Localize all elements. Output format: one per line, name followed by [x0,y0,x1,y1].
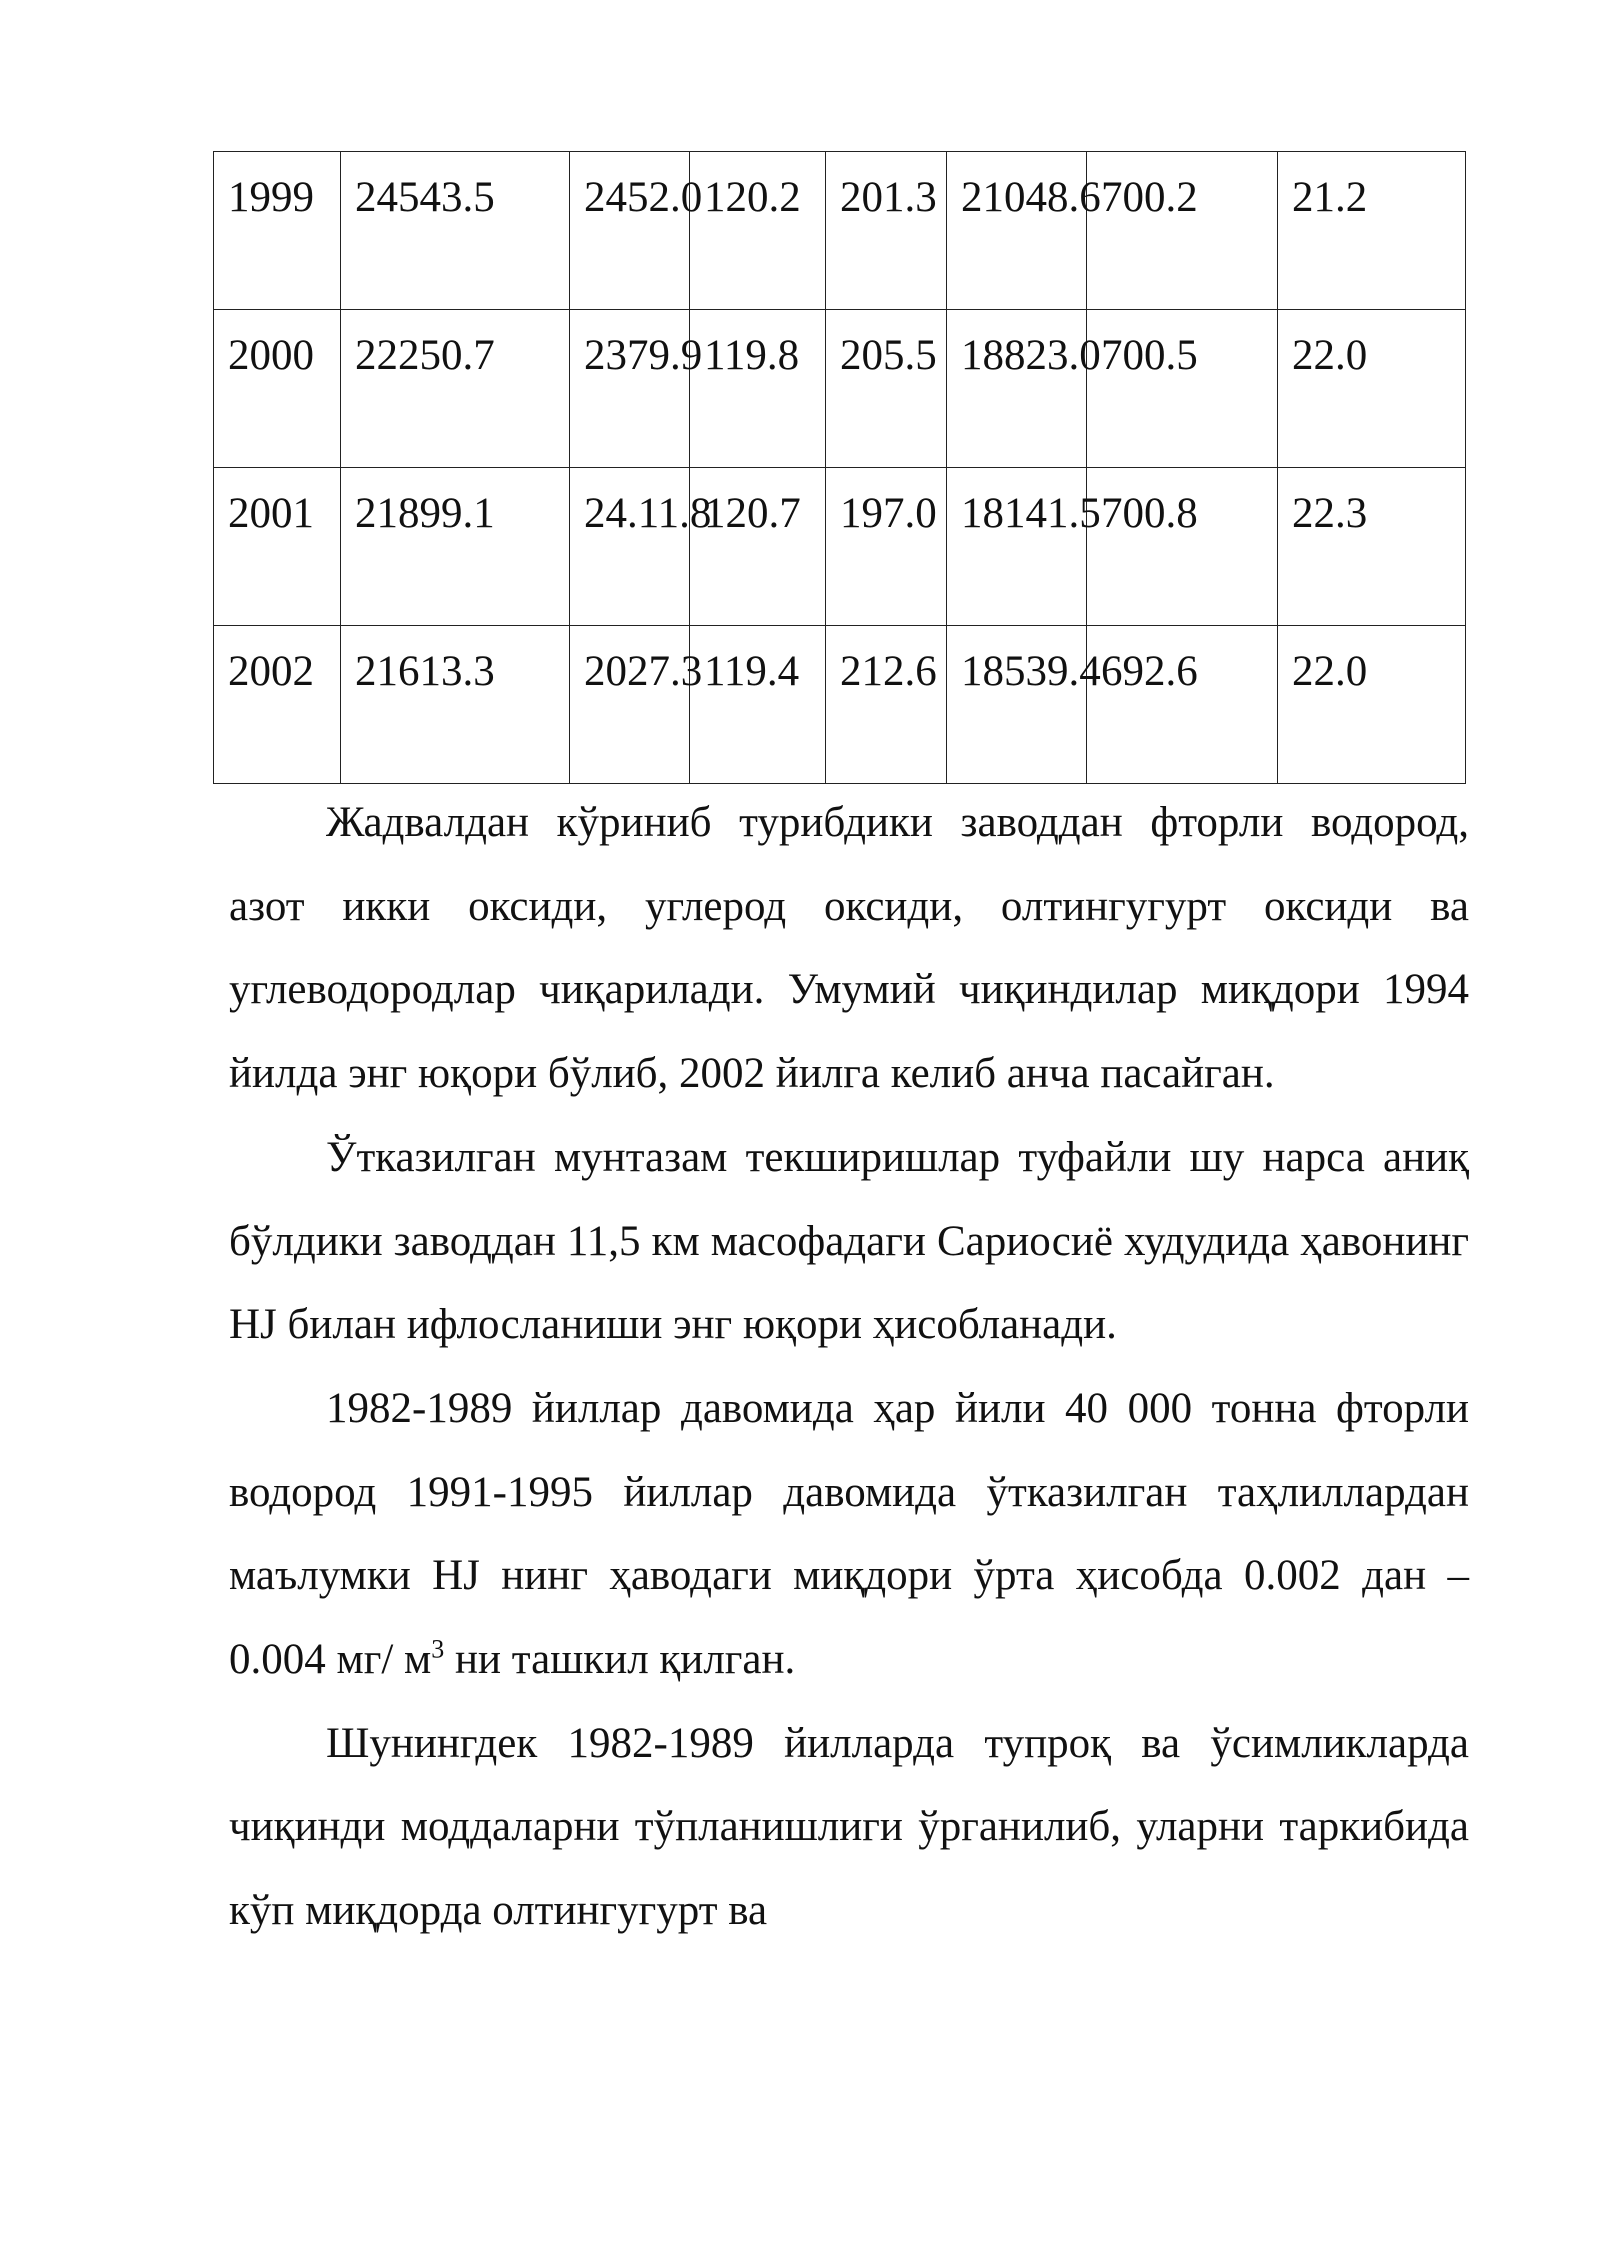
table-cell: 22250.7 [341,310,570,468]
table-row [214,468,1466,626]
table-cell: 2001 [214,468,341,626]
paragraph-monitoring: Ўтказилган мунтазам текширишлар туфайли шу нарса аниқ бўлдики заводдан 11,5 км масофадаги Сариосиё худудида ҳавонинг HJ билан ифлосланиши энг юқори ҳисобланади. [229,1133,1469,1349]
table-cell: 1999 [214,152,341,310]
table-row [214,152,1466,310]
table-cell: 2379.9 [570,310,690,468]
table-cell: 2002 [214,626,341,784]
table-cell: 22.0 [1278,626,1466,784]
table-cell: 18539.4 [947,626,1087,784]
table-cell: 205.5 [826,310,947,468]
table-cell: 700.2 [1087,152,1278,310]
table-cell: 120.2 [690,152,826,310]
table-cell: 22.3 [1278,468,1466,626]
table-cell: 119.4 [690,626,826,784]
paragraph-text-tail: ни ташкил қилган. [444,1636,796,1684]
table-cell: 2452.0 [570,152,690,310]
paragraph-summary: Жадвалдан кўриниб турибдики заводдан фторли водород, азот икки оксиди, углерод оксиди, олтингугурт оксиди ва углеводородлар чиқарилади. Умумий чиқиндилар миқдори 1994 йилда энг юқори бўлиб, 2002 йилга келиб анча пасайган. [229,799,1469,1098]
paragraph-hydrogen-fluoride [229,1367,1469,1702]
table-cell: 2027.3 [570,626,690,784]
table-cell: 119.8 [690,310,826,468]
table-cell: 21899.1 [341,468,570,626]
emissions-table [213,151,1466,784]
table-cell: 22.0 [1278,310,1466,468]
paragraph-soil-plants: Шунингдек 1982-1989 йилларда тупроқ ва ўсимликларда чиқинди моддаларни тўпланишлиги ўрганилиб, уларни таркибида кўп миқдорда олтингугурт ва [229,1719,1469,1935]
table-cell: 197.0 [826,468,947,626]
superscript: 3 [431,1634,445,1664]
table-cell: 21.2 [1278,152,1466,310]
table-cell: 21048.6 [947,152,1087,310]
table-cell: 18141.5 [947,468,1087,626]
table-cell: 24543.5 [341,152,570,310]
table-cell: 700.8 [1087,468,1278,626]
table-cell: 700.5 [1087,310,1278,468]
table-cell: 2000 [214,310,341,468]
table-cell: 120.7 [690,468,826,626]
table-cell: 21613.3 [341,626,570,784]
table-cell: 201.3 [826,152,947,310]
table-cell: 692.6 [1087,626,1278,784]
body-text [229,781,1469,1953]
table-cell: 212.6 [826,626,947,784]
table-cell: 24.11.8 [570,468,690,626]
table-row [214,310,1466,468]
table-cell: 18823.0 [947,310,1087,468]
paragraph-text: 1982-1989 йиллар давомида ҳар йили 40 000 тонна фторли водород 1991-1995 йиллар давомида ўтказилган таҳлиллардан маълумки HJ нинг ҳаводаги миқдори ўрта ҳисобда 0.002 дан – 0.004 мг/ м [229,1384,1469,1684]
table-row [214,626,1466,784]
